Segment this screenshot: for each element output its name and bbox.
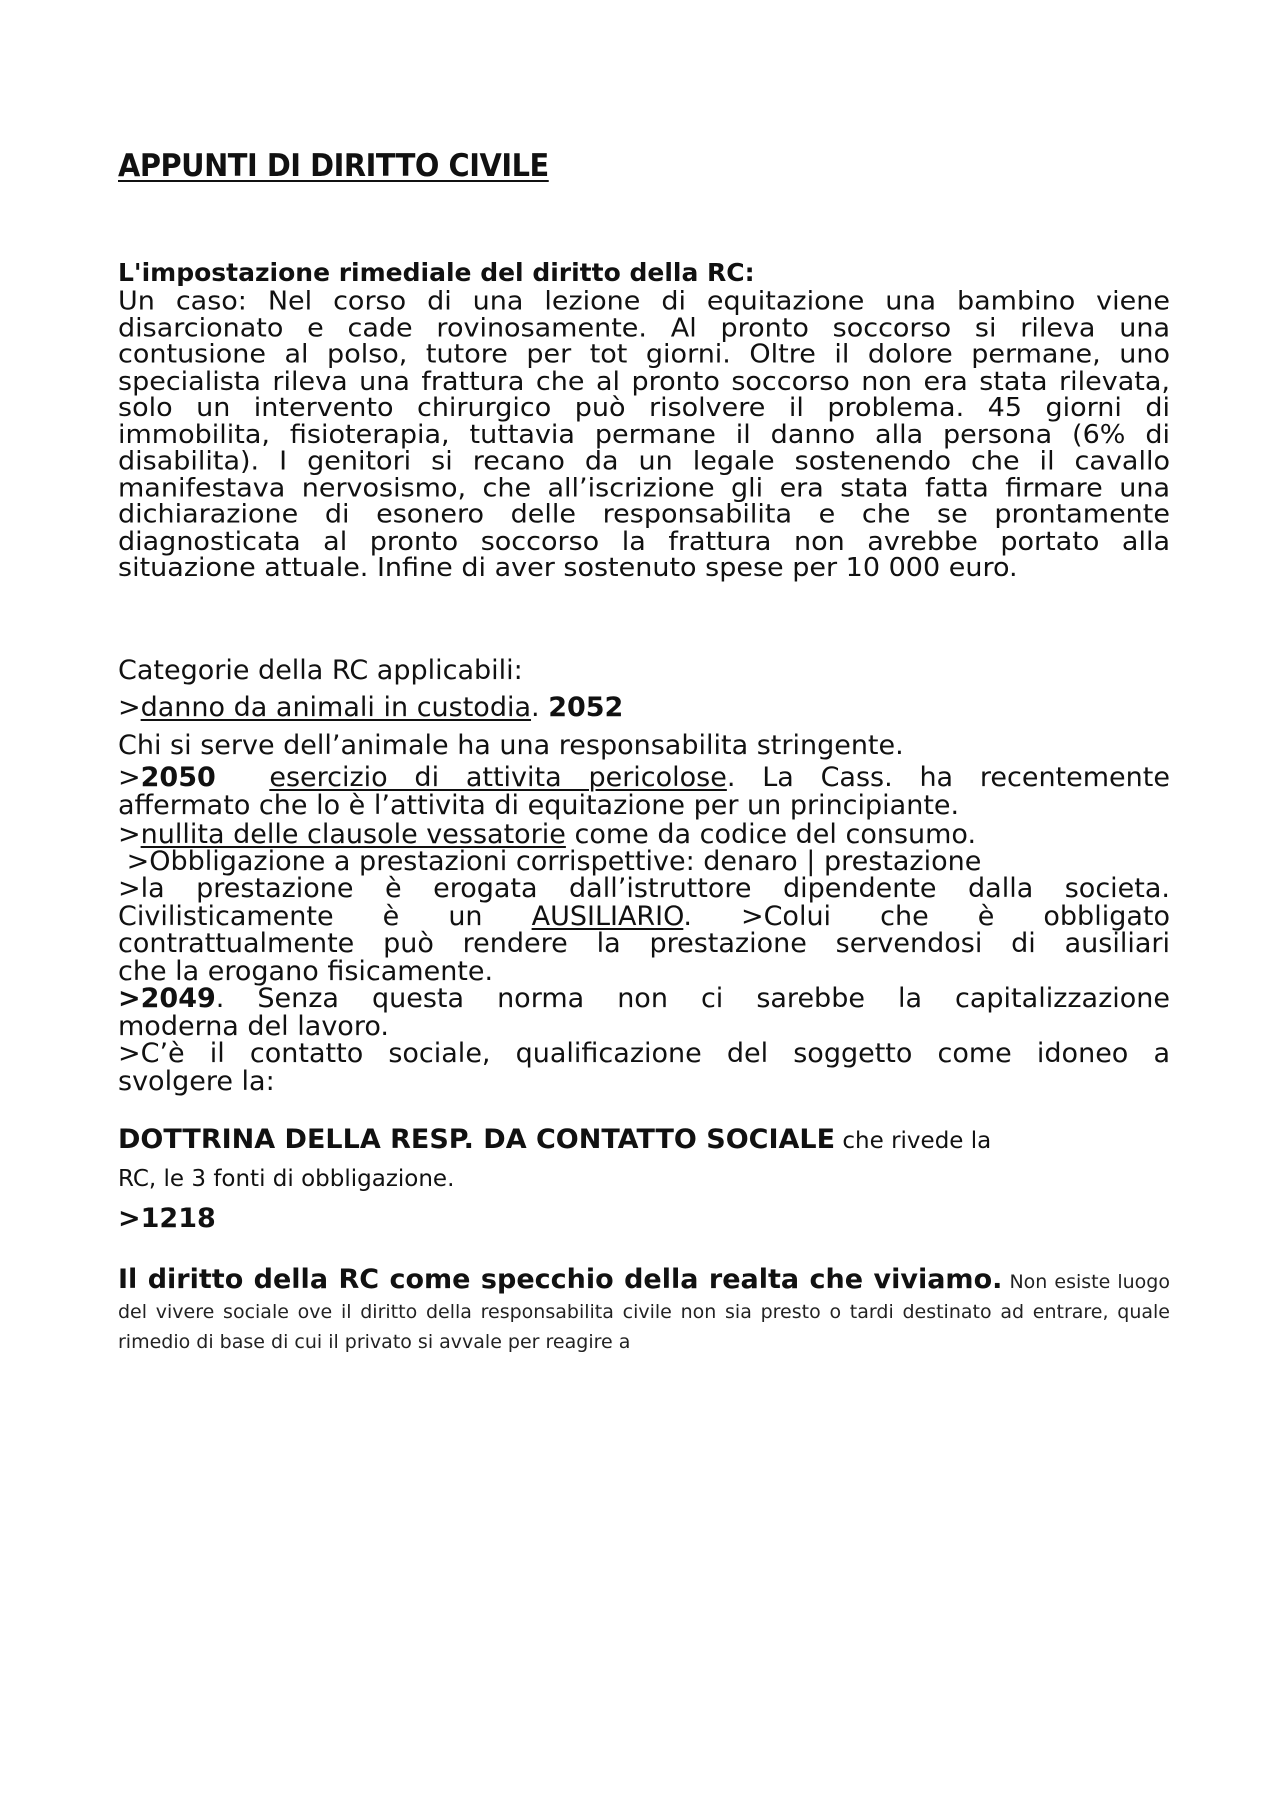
final-text: Non esiste luogo del vivere sociale ove il diritto della responsabilita civile non sia presto o tardi destinato ad entrare, quale rimedio di base di cui il privato si avvale per reagire a xyxy=(118,1271,1170,1353)
item-2049: >2049. Senza questa norma non ci sarebbe la capitalizzazione moderna del lavoro. xyxy=(118,983,1170,1042)
item-rest: come da codice del consumo. xyxy=(565,819,977,850)
page-title: APPUNTI DI DIRITTO CIVILE xyxy=(118,148,549,184)
item-line: moderna del lavoro. xyxy=(118,1010,389,1042)
item-line: >la prestazione è erogata dall’istruttore dipendente dalla societa. xyxy=(118,873,1170,904)
animali-description: Chi si serve dell’animale ha una responsabilita stringente. xyxy=(118,730,904,761)
final-paragraph xyxy=(118,1265,1170,1357)
item-contatto-sociale xyxy=(118,1040,1170,1095)
final-heading: Il diritto della RC come specchio della realta che viviamo. xyxy=(118,1264,1003,1295)
clausole-vessatorie-link: nullita delle clausole vessatorie xyxy=(140,819,566,850)
attivita-pericolose-link: esercizio di attivita pericolose xyxy=(269,762,727,793)
article-number: 2052 xyxy=(548,692,624,723)
article-1218: >1218 xyxy=(118,1203,216,1234)
article-number: >2049 xyxy=(118,983,216,1014)
dottrina-line2: RC, le 3 fonti di obbligazione. xyxy=(118,1166,455,1192)
item-prefix: > xyxy=(118,819,141,850)
dottrina-rest: che rivede la xyxy=(835,1128,992,1154)
item-prefix: > xyxy=(118,762,141,793)
danno-animali-link: danno da animali in custodia xyxy=(140,692,532,723)
item-prefix: > xyxy=(118,692,141,723)
categorie-heading: Categorie della RC applicabili: xyxy=(118,655,523,686)
dottrina-title: DOTTRINA DELLA RESP. DA CONTATTO SOCIALE xyxy=(118,1124,836,1155)
item-line: che la erogano fisicamente. xyxy=(118,955,494,987)
item-line: contrattualmente può rendere la prestazione servendosi di ausiliari xyxy=(118,928,1170,959)
ausiliario-line: Civilisticamente è un AUSILIARIO. >Colui che è obbligato xyxy=(118,900,1170,932)
item-line: svolgere la: xyxy=(118,1065,275,1097)
item-sep: . xyxy=(531,692,549,723)
item-rest: . La Cass. ha recentemente xyxy=(726,762,1170,793)
article-number: 2050 xyxy=(140,762,216,793)
dottrina-heading xyxy=(118,1124,991,1155)
item-obbligazione: >Obbligazione a prestazioni corrispettive: denaro | prestazione xyxy=(118,846,982,877)
ausiliario-link: AUSILIARIO xyxy=(531,900,684,932)
item-line: affermato che lo è l’attivita di equitazione per un principiante. xyxy=(118,789,960,821)
section-heading: L'impostazione rimediale del diritto della RC: xyxy=(118,258,755,287)
item-prestazione xyxy=(118,875,1170,985)
case-paragraph: Un caso: Nel corso di una lezione di equitazione una bambino viene disarcionato e cade rovinosamente. Al pronto soccorso si rileva una contusione al polso, tutore per tot giorni. Oltre il dolore permane, uno specialista rileva una frattura che al pronto soccorso non era stata rilevata, solo un intervento chirurgico può risolvere il problema. 45 giorni di immobilita, fisioterapia, tuttavia permane il danno alla persona (6% di disabilita). I genitori si recano da un legale sostenendo che il cavallo manifestava nervosismo, che all’iscrizione gli era stata fatta firmare una dichiarazione di esonero delle responsabilita e che se prontamente diagnosticata al pronto soccorso la frattura non avrebbe portato alla situazione attuale. Infine di aver sostenuto spese per 10 000 euro. xyxy=(118,286,1170,583)
item-danno-animali xyxy=(118,692,1170,723)
item-line: >C’è il contatto sociale, qualificazione del soggetto come idoneo a xyxy=(118,1038,1170,1069)
item-attivita-pericolose xyxy=(118,764,1170,819)
